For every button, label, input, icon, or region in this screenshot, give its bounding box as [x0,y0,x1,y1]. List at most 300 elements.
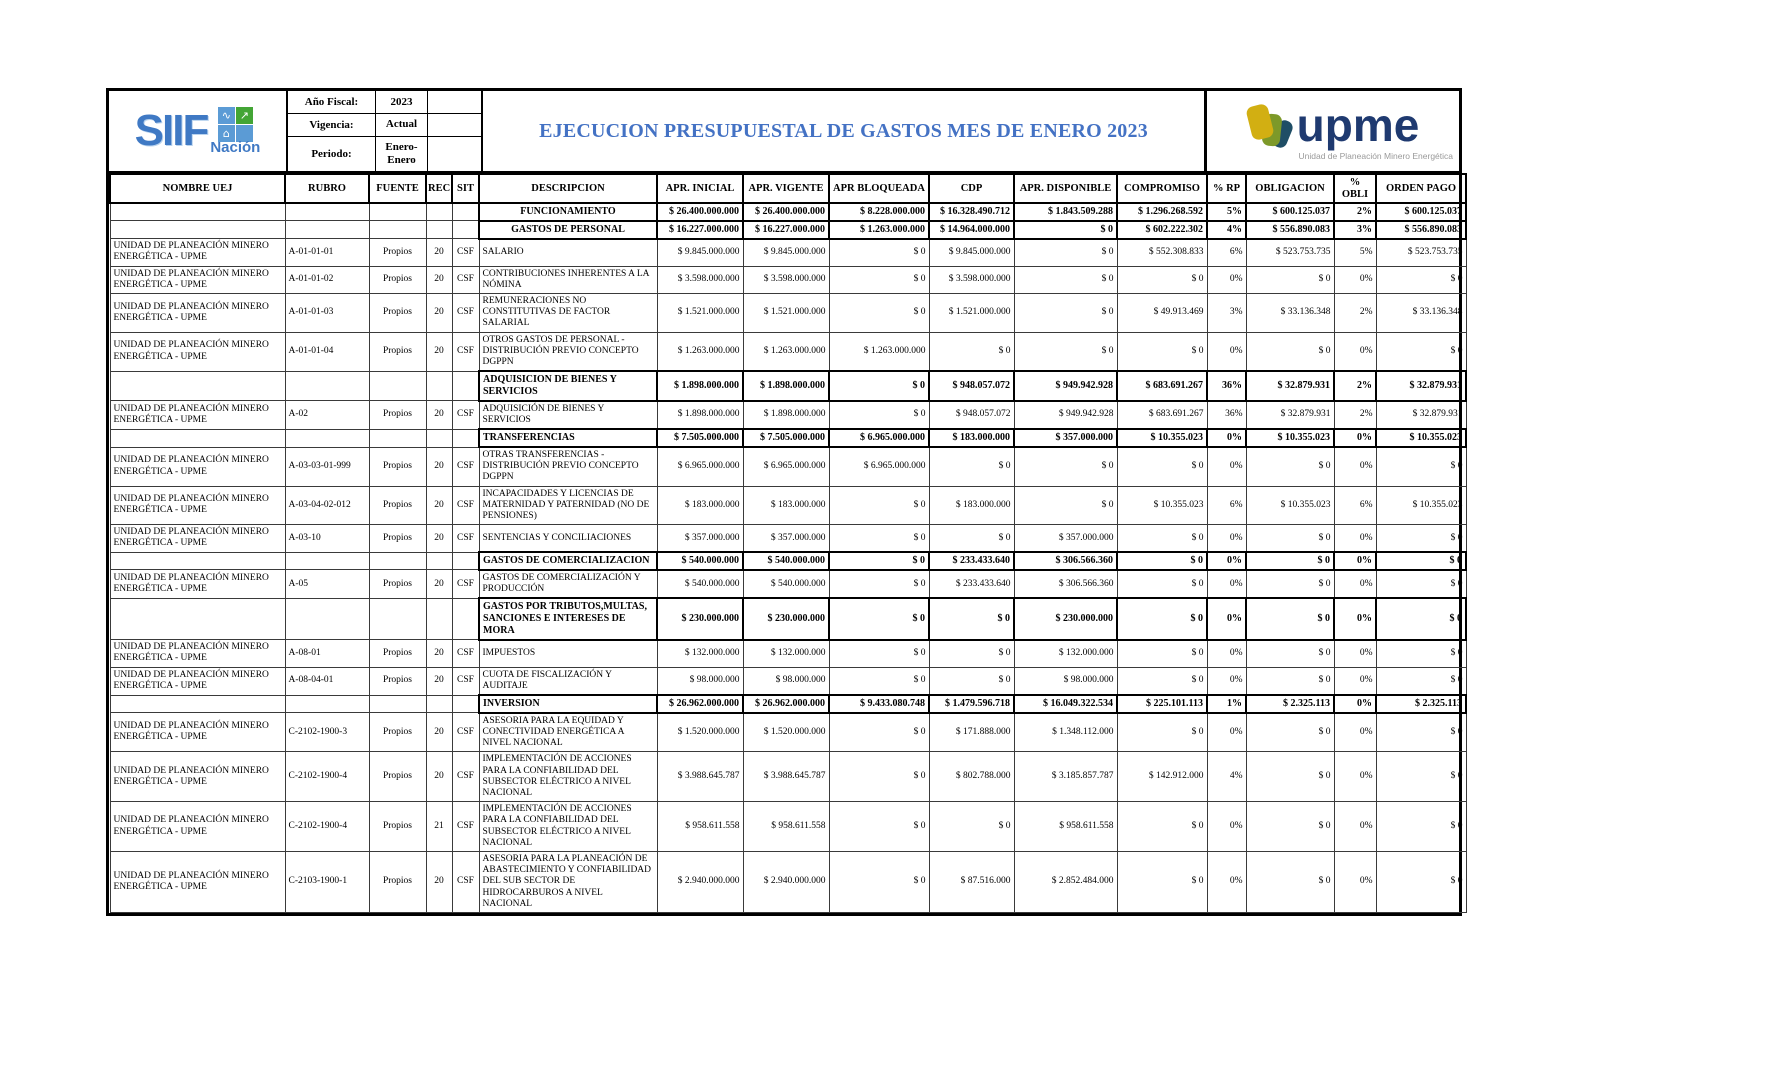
cell: $ 306.566.360 [1014,570,1117,598]
cell: IMPUESTOS [479,640,657,667]
table-row [110,239,1466,266]
table-row [110,695,1466,713]
cell: 0% [1334,570,1376,598]
table-row [110,713,1466,752]
chart-square-icon: ∿ [218,107,235,124]
cell: $ 0 [1246,332,1334,371]
cell: $ 0 [1014,486,1117,525]
cell: $ 9.845.000.000 [929,239,1014,266]
cell: 20 [426,401,452,429]
cell: $ 0 [1117,852,1207,913]
cell: $ 0 [829,486,929,525]
cell: UNIDAD DE PLANEACIÓN MINERO ENERGÉTICA - UPME [110,752,285,802]
table-row [110,667,1466,695]
cell: $ 0 [1014,447,1117,486]
table-row [110,401,1466,429]
cell: $ 0 [1246,570,1334,598]
cell: $ 1.348.112.000 [1014,713,1117,752]
cell: $ 2.325.113 [1246,695,1334,713]
cell: 21 [426,802,452,852]
cell: $ 0 [1246,525,1334,552]
cell: CSF [452,852,479,913]
house-square-icon: ⌂ [218,125,235,142]
cell: $ 230.000.000 [657,598,743,639]
cell: CSF [452,266,479,293]
cell [369,552,426,570]
cell [426,552,452,570]
cell: $ 0 [1117,667,1207,695]
cell: Propios [369,486,426,525]
table-row [110,332,1466,371]
cell: 0% [1334,713,1376,752]
cell [452,371,479,401]
cell: $ 958.611.558 [657,802,743,852]
cell: $ 1.521.000.000 [657,294,743,333]
cell: $ 540.000.000 [657,552,743,570]
cell: A-08-04-01 [285,667,369,695]
cell: $ 0 [829,802,929,852]
cell: $ 949.942.928 [1014,401,1117,429]
table-header [110,174,1466,203]
cell: 20 [426,713,452,752]
cell: $ 8.228.000.000 [829,203,929,221]
cell [110,221,285,239]
cell: CSF [452,239,479,266]
cell: $ 26.962.000.000 [657,695,743,713]
table-row [110,570,1466,598]
cell: C-2103-1900-1 [285,852,369,913]
cell: $ 32.879.931 [1246,371,1334,401]
cell: UNIDAD DE PLANEACIÓN MINERO ENERGÉTICA - UPME [110,239,285,266]
cell: A-05 [285,570,369,598]
cell: 0% [1334,332,1376,371]
table-row [110,221,1466,239]
cell [110,695,285,713]
cell: $ 306.566.360 [1014,552,1117,570]
cell: $ 0 [1117,802,1207,852]
cell: $ 357.000.000 [1014,429,1117,447]
cell: 36% [1207,401,1246,429]
cell: $ 49.913.469 [1117,294,1207,333]
cell: $ 16.227.000.000 [657,221,743,239]
cell: $ 0 [1246,552,1334,570]
column-header: APR BLOQUEADA [829,174,929,203]
cell [110,429,285,447]
cell: $ 0 [929,667,1014,695]
cell: ADQUISICION DE BIENES Y SERVICIOS [479,371,657,401]
cell: $ 1.843.509.288 [1014,203,1117,221]
cell: 0% [1207,713,1246,752]
siif-logo-text: SIIF [134,106,208,155]
cell: Propios [369,852,426,913]
cell: 6% [1207,239,1246,266]
cell: $ 0 [1117,552,1207,570]
cell [426,598,452,639]
upme-logo-caption: Unidad de Planeación Minero Energética [1298,150,1453,161]
cell: 0% [1207,802,1246,852]
cell: $ 600.125.037 [1376,203,1466,221]
cell: $ 183.000.000 [929,486,1014,525]
cell: Propios [369,332,426,371]
table-row [110,802,1466,852]
cell: C-2102-1900-3 [285,713,369,752]
cell: OTROS GASTOS DE PERSONAL - DISTRIBUCIÓN PREVIO CONCEPTO DGPPN [479,332,657,371]
cell: $ 0 [829,525,929,552]
cell: UNIDAD DE PLANEACIÓN MINERO ENERGÉTICA - UPME [110,486,285,525]
cell: $ 0 [829,371,929,401]
column-header: % RP [1207,174,1246,203]
cell: $ 87.516.000 [929,852,1014,913]
cell: IMPLEMENTACIÓN DE ACCIONES PARA LA CONFIABILIDAD DEL SUBSECTOR ELÉCTRICO A NIVEL NACIONAL [479,802,657,852]
cell: $ 0 [1246,802,1334,852]
cell [285,429,369,447]
cell: 0% [1207,667,1246,695]
cell: $ 0 [1246,752,1334,802]
cell: $ 233.433.640 [929,552,1014,570]
cell: TRANSFERENCIAS [479,429,657,447]
cell [369,598,426,639]
cell: $ 3.988.645.787 [743,752,829,802]
cell: 0% [1334,266,1376,293]
cell: $ 0 [1117,447,1207,486]
cell: $ 357.000.000 [1014,525,1117,552]
cell: $ 9.433.080.748 [829,695,929,713]
cell: $ 556.890.083 [1376,221,1466,239]
cell: $ 0 [1246,598,1334,639]
column-header: FUENTE [369,174,426,203]
cell: A-03-03-01-999 [285,447,369,486]
upme-logo-icon [1247,102,1293,150]
cell: 20 [426,332,452,371]
cell: A-03-10 [285,525,369,552]
cell: 2% [1334,203,1376,221]
cell: UNIDAD DE PLANEACIÓN MINERO ENERGÉTICA - UPME [110,266,285,293]
cell: 6% [1207,486,1246,525]
cell [369,695,426,713]
cell: CONTRIBUCIONES INHERENTES A LA NÓMINA [479,266,657,293]
cell: 20 [426,266,452,293]
table-row [110,752,1466,802]
cell: 0% [1334,429,1376,447]
cell: $ 0 [1376,802,1466,852]
cell: Propios [369,570,426,598]
cell: $ 0 [1376,640,1466,667]
fiscal-info [288,91,483,171]
cell: $ 230.000.000 [743,598,829,639]
cell [285,371,369,401]
cell: CSF [452,525,479,552]
cell: $ 26.400.000.000 [657,203,743,221]
cell: 0% [1207,332,1246,371]
cell [285,203,369,221]
cell: UNIDAD DE PLANEACIÓN MINERO ENERGÉTICA - UPME [110,332,285,371]
cell: Propios [369,802,426,852]
cell: $ 0 [1376,713,1466,752]
column-header: % OBLI [1334,174,1376,203]
cell: $ 556.890.083 [1246,221,1334,239]
cell: $ 0 [1246,640,1334,667]
cell: $ 0 [1014,221,1117,239]
cell: $ 33.136.348 [1246,294,1334,333]
column-header: SIT [452,174,479,203]
cell: Propios [369,401,426,429]
cell [369,221,426,239]
table-row [110,640,1466,667]
cell: $ 0 [1376,570,1466,598]
table-row [110,525,1466,552]
cell: $ 10.355.023 [1117,429,1207,447]
cell: 36% [1207,371,1246,401]
cell [285,598,369,639]
cell: 2% [1334,294,1376,333]
cell: SENTENCIAS Y CONCILIACIONES [479,525,657,552]
cell: $ 0 [829,570,929,598]
cell [285,221,369,239]
cell: $ 0 [1117,640,1207,667]
cell: ASESORIA PARA LA EQUIDAD Y CONECTIVIDAD ENERGÉTICA A NIVEL NACIONAL [479,713,657,752]
cell: UNIDAD DE PLANEACIÓN MINERO ENERGÉTICA - UPME [110,713,285,752]
cell: $ 1.263.000.000 [829,221,929,239]
cell: Propios [369,525,426,552]
cell: $ 0 [829,852,929,913]
cell: 20 [426,447,452,486]
cell: UNIDAD DE PLANEACIÓN MINERO ENERGÉTICA - UPME [110,667,285,695]
cell: $ 0 [1246,667,1334,695]
cell: CUOTA DE FISCALIZACIÓN Y AUDITAJE [479,667,657,695]
cell: 4% [1207,221,1246,239]
cell [285,695,369,713]
cell: CSF [452,570,479,598]
upme-logo [1207,91,1459,171]
cell: $ 16.227.000.000 [743,221,829,239]
fiscal-label: Periodo: [288,137,376,171]
cell: $ 0 [1376,447,1466,486]
column-header: APR. DISPONIBLE [1014,174,1117,203]
cell: $ 0 [1014,332,1117,371]
cell: 2% [1334,401,1376,429]
cell: A-01-01-01 [285,239,369,266]
cell: $ 0 [829,713,929,752]
cell: 0% [1334,802,1376,852]
cell: $ 1.263.000.000 [743,332,829,371]
cell: $ 0 [1117,525,1207,552]
cell: $ 0 [1117,713,1207,752]
cell: CSF [452,802,479,852]
upme-logo-text: upme [1296,98,1420,151]
cell [426,429,452,447]
cell: 0% [1334,552,1376,570]
cell: $ 32.879.931 [1376,401,1466,429]
cell: 20 [426,239,452,266]
cell: ADQUISICIÓN DE BIENES Y SERVICIOS [479,401,657,429]
cell: 20 [426,570,452,598]
cell: $ 0 [1117,332,1207,371]
cell: $ 2.940.000.000 [657,852,743,913]
cell: 0% [1207,429,1246,447]
cell [452,221,479,239]
cell: 0% [1334,447,1376,486]
cell: $ 0 [829,239,929,266]
cell: $ 3.598.000.000 [743,266,829,293]
cell: $ 0 [1246,852,1334,913]
cell: $ 1.479.596.718 [929,695,1014,713]
cell: $ 132.000.000 [743,640,829,667]
cell: $ 948.057.072 [929,401,1014,429]
cell: $ 958.611.558 [1014,802,1117,852]
report-table [109,173,1467,913]
cell: $ 0 [829,294,929,333]
cell: $ 132.000.000 [657,640,743,667]
cell: $ 1.520.000.000 [743,713,829,752]
table-row [110,552,1466,570]
fiscal-label: Vigencia: [288,114,376,137]
cell: 3% [1207,294,1246,333]
cell [110,552,285,570]
table-row [110,447,1466,486]
cell: 6% [1334,486,1376,525]
cell: $ 3.185.857.787 [1014,752,1117,802]
cell: $ 0 [1117,570,1207,598]
cell: $ 0 [1376,332,1466,371]
cell: $ 2.325.113 [1376,695,1466,713]
cell: $ 98.000.000 [657,667,743,695]
cell: $ 0 [1117,266,1207,293]
cell: CSF [452,447,479,486]
cell: CSF [452,486,479,525]
cell: 4% [1207,752,1246,802]
cell: $ 540.000.000 [657,570,743,598]
table-row [110,203,1466,221]
cell: 0% [1207,447,1246,486]
cell: 20 [426,486,452,525]
table-body [110,203,1466,913]
cell: $ 16.328.490.712 [929,203,1014,221]
column-header: APR. VIGENTE [743,174,829,203]
cell: IMPLEMENTACIÓN DE ACCIONES PARA LA CONFIABILIDAD DEL SUBSECTOR ELÉCTRICO A NIVEL NACIONAL [479,752,657,802]
cell: $ 0 [829,640,929,667]
column-header: APR. INICIAL [657,174,743,203]
cell [110,598,285,639]
cell: $ 0 [1376,852,1466,913]
cell: $ 6.965.000.000 [829,447,929,486]
cell: 0% [1207,598,1246,639]
cell [369,203,426,221]
cell: $ 1.263.000.000 [657,332,743,371]
cell: $ 0 [929,332,1014,371]
cell: $ 142.912.000 [1117,752,1207,802]
fiscal-value: Enero-Enero [376,137,428,171]
cell: $ 3.988.645.787 [657,752,743,802]
cell: 0% [1334,852,1376,913]
cell: $ 949.942.928 [1014,371,1117,401]
cell: CSF [452,667,479,695]
cell: REMUNERACIONES NO CONSTITUTIVAS DE FACTOR SALARIAL [479,294,657,333]
cell: $ 171.888.000 [929,713,1014,752]
cell: $ 0 [829,752,929,802]
cell: $ 600.125.037 [1246,203,1334,221]
cell: CSF [452,294,479,333]
cell: $ 32.879.931 [1246,401,1334,429]
cell: 20 [426,294,452,333]
cell: UNIDAD DE PLANEACIÓN MINERO ENERGÉTICA - UPME [110,294,285,333]
cell: $ 7.505.000.000 [657,429,743,447]
cell: $ 0 [929,640,1014,667]
cell: $ 6.965.000.000 [829,429,929,447]
cell: $ 0 [1376,667,1466,695]
cell: $ 0 [1117,598,1207,639]
cell: FUNCIONAMIENTO [479,203,657,221]
cell [426,221,452,239]
cell: $ 0 [829,552,929,570]
cell: A-01-01-03 [285,294,369,333]
column-header: ORDEN PAGO [1376,174,1466,203]
cell [452,552,479,570]
cell: $ 6.965.000.000 [657,447,743,486]
cell: $ 1.898.000.000 [657,401,743,429]
cell: 20 [426,752,452,802]
cell: INCAPACIDADES Y LICENCIAS DE MATERNIDAD Y PATERNIDAD (NO DE PENSIONES) [479,486,657,525]
cell: GASTOS DE COMERCIALIZACION [479,552,657,570]
cell: OTRAS TRANSFERENCIAS - DISTRIBUCIÓN PREVIO CONCEPTO DGPPN [479,447,657,486]
cell: 20 [426,640,452,667]
column-header: RUBRO [285,174,369,203]
cell: $ 9.845.000.000 [657,239,743,266]
cell: Propios [369,713,426,752]
cell: $ 1.521.000.000 [743,294,829,333]
cell: $ 9.845.000.000 [743,239,829,266]
cell: $ 1.263.000.000 [829,332,929,371]
cell: $ 2.852.484.000 [1014,852,1117,913]
siif-logo-subtext: Nación [210,138,261,156]
cell: $ 0 [829,667,929,695]
cell: 0% [1334,695,1376,713]
cell: 0% [1334,640,1376,667]
cell: $ 0 [1376,266,1466,293]
cell [369,429,426,447]
cell: $ 540.000.000 [743,570,829,598]
cell: CSF [452,752,479,802]
cell: UNIDAD DE PLANEACIÓN MINERO ENERGÉTICA - UPME [110,401,285,429]
cell: CSF [452,640,479,667]
cell: $ 523.753.735 [1376,239,1466,266]
cell: $ 14.964.000.000 [929,221,1014,239]
cell: $ 10.355.023 [1376,429,1466,447]
cell: $ 683.691.267 [1117,371,1207,401]
budget-report [106,88,1462,916]
cell: $ 10.355.023 [1246,486,1334,525]
cell: $ 183.000.000 [929,429,1014,447]
cell: $ 98.000.000 [1014,667,1117,695]
cell: 0% [1334,525,1376,552]
cell: A-02 [285,401,369,429]
cell: $ 3.598.000.000 [929,266,1014,293]
cell: A-01-01-02 [285,266,369,293]
cell: $ 233.433.640 [929,570,1014,598]
cell: $ 230.000.000 [1014,598,1117,639]
cell: $ 0 [1014,266,1117,293]
report-header [109,91,1459,173]
cell: A-08-01 [285,640,369,667]
table-row [110,266,1466,293]
header-row [110,174,1466,203]
cell: C-2102-1900-4 [285,802,369,852]
cell: A-03-04-02-012 [285,486,369,525]
cell: 5% [1334,239,1376,266]
table-row [110,486,1466,525]
cell [426,371,452,401]
cell: $ 552.308.833 [1117,239,1207,266]
table-row [110,294,1466,333]
